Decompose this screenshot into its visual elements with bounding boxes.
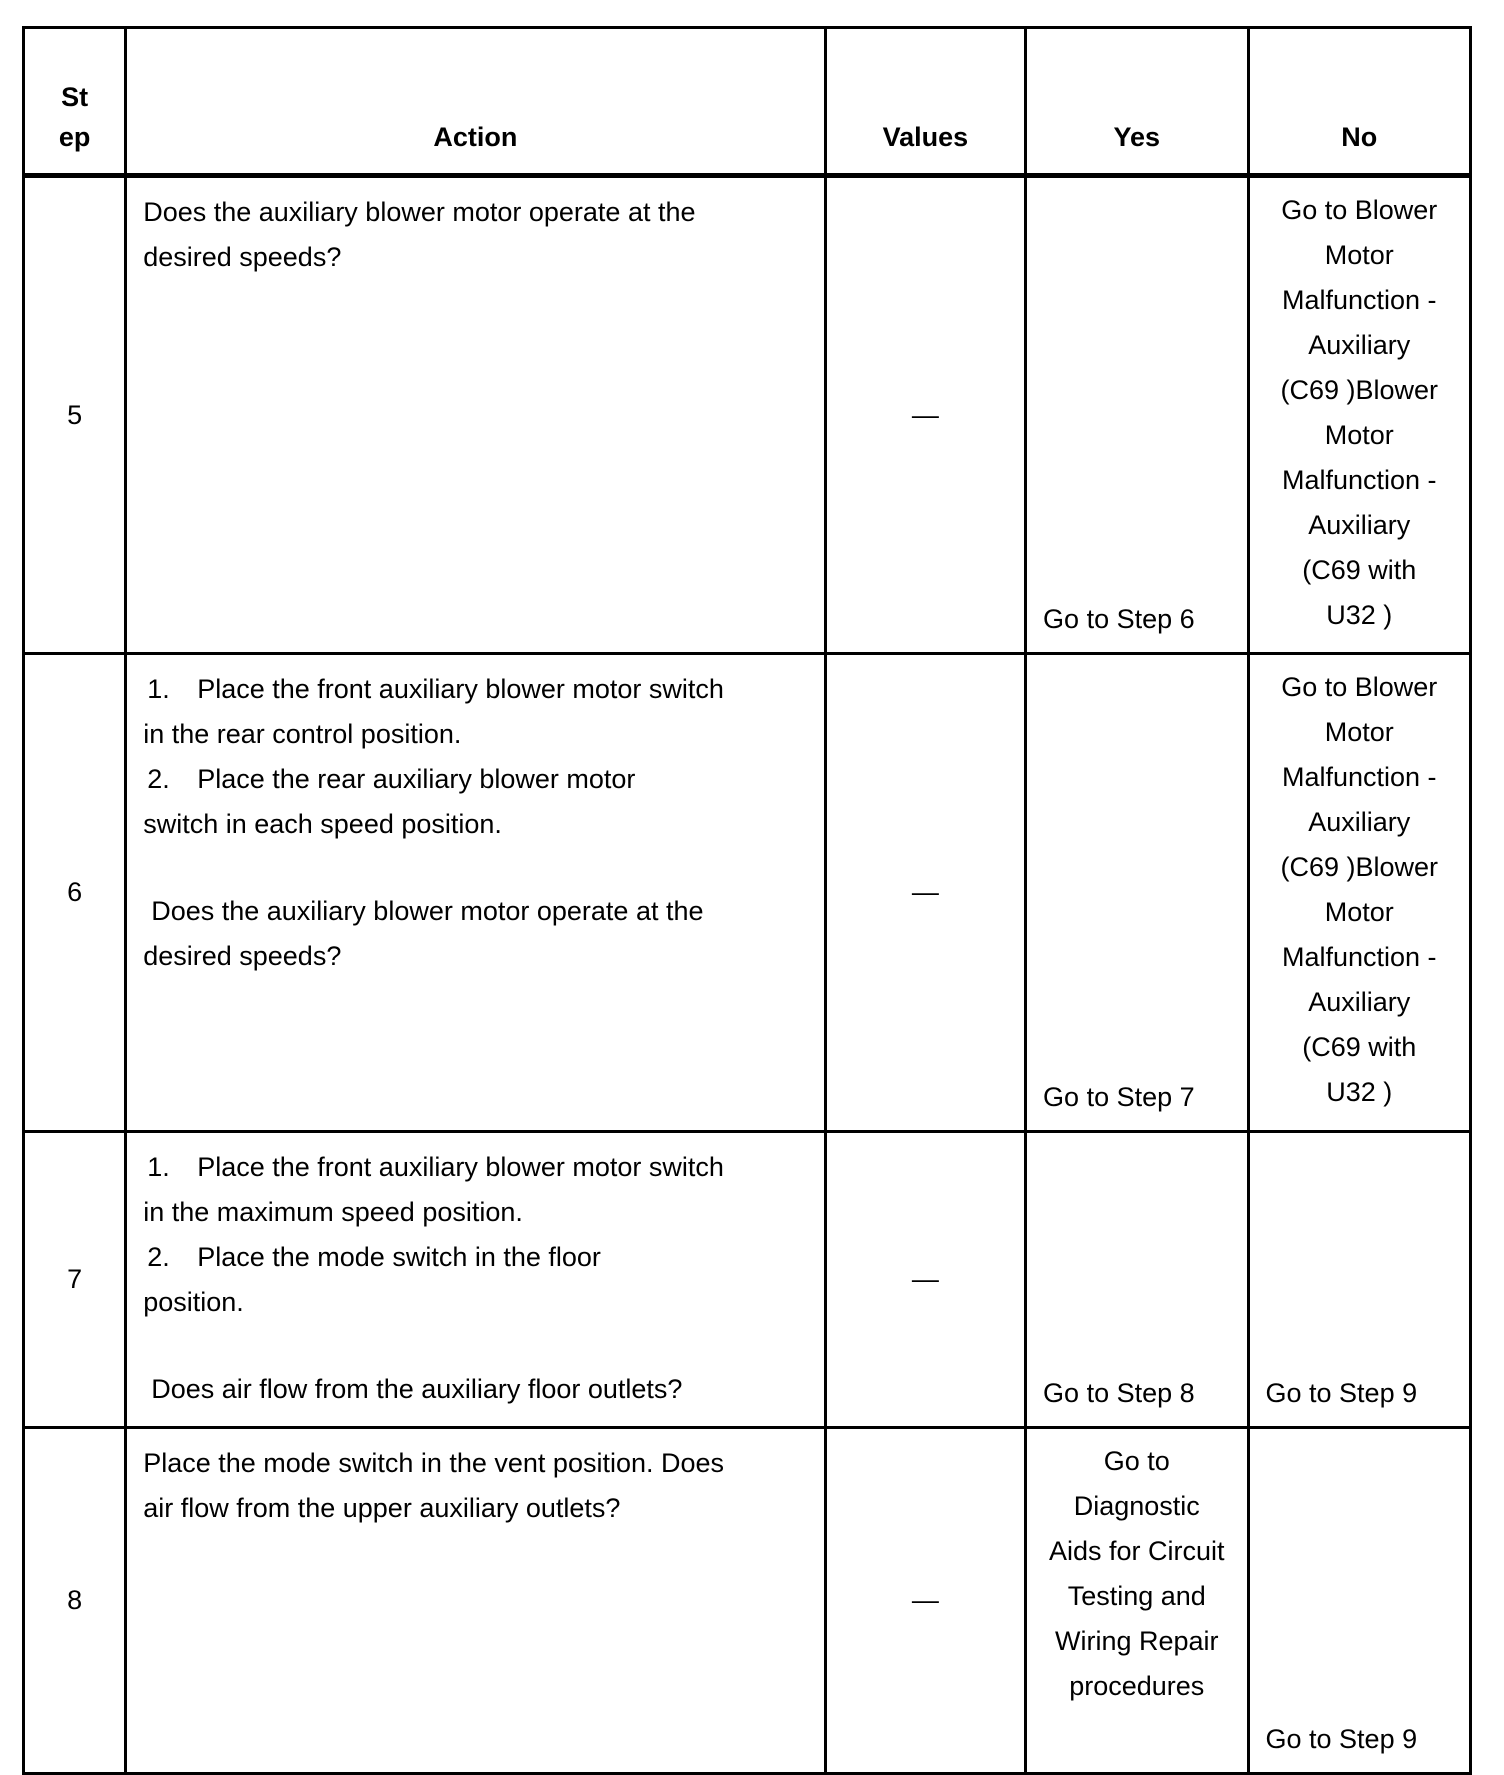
action-question-line: air flow from the upper auxiliary outlets? bbox=[143, 1493, 621, 1523]
action-question-line: desired speeds? bbox=[143, 941, 342, 971]
action-item bbox=[143, 757, 805, 802]
no-cell: Go to Step 9 bbox=[1248, 1132, 1471, 1428]
spacer bbox=[143, 847, 805, 889]
no-cell bbox=[1248, 176, 1471, 654]
yes-cell: Go to Step 8 bbox=[1026, 1132, 1248, 1428]
step-number: 7 bbox=[24, 1132, 126, 1428]
no-line: Malfunction - bbox=[1281, 762, 1437, 792]
values-cell: — bbox=[825, 654, 1025, 1132]
step-number: 5 bbox=[24, 176, 126, 654]
action-item-cont: switch in each speed position. bbox=[143, 809, 502, 839]
yes-line: Testing and bbox=[1067, 1581, 1206, 1611]
yes-line: Go to bbox=[1103, 1446, 1170, 1476]
action-item bbox=[143, 1235, 805, 1280]
header-step bbox=[24, 28, 126, 176]
table-row bbox=[24, 1132, 1471, 1428]
no-line: (C69 with bbox=[1302, 1032, 1417, 1062]
values-cell: — bbox=[825, 1132, 1025, 1428]
action-question-line: Place the mode switch in the vent position. Does bbox=[143, 1448, 725, 1478]
action-question-line: Does the auxiliary blower motor operate at the bbox=[143, 197, 696, 227]
yes-cell bbox=[1026, 1428, 1248, 1774]
table-row bbox=[24, 654, 1471, 1132]
item-number: 1. bbox=[147, 1152, 170, 1182]
diagnostic-table bbox=[22, 26, 1472, 1775]
action-cell bbox=[126, 1132, 825, 1428]
action-item bbox=[143, 667, 805, 712]
action-cell bbox=[126, 654, 825, 1132]
no-line: U32 ) bbox=[1326, 1077, 1393, 1107]
header-action: Action bbox=[126, 28, 825, 176]
item-number: 2. bbox=[147, 1242, 170, 1272]
yes-line: procedures bbox=[1069, 1671, 1205, 1701]
action-cell bbox=[126, 1428, 825, 1774]
table-row bbox=[24, 1428, 1471, 1774]
action-question-line: Does the auxiliary blower motor operate at the bbox=[151, 896, 704, 926]
no-line: (C69 )Blower bbox=[1280, 375, 1439, 405]
header-yes: Yes bbox=[1026, 28, 1248, 176]
action-question-line: Does air flow from the auxiliary floor outlets? bbox=[151, 1374, 683, 1404]
yes-cell: Go to Step 6 bbox=[1026, 176, 1248, 654]
no-line: Malfunction - bbox=[1281, 465, 1437, 495]
no-line: Motor bbox=[1324, 717, 1394, 747]
yes-line: Aids for Circuit bbox=[1049, 1536, 1225, 1566]
header-no: No bbox=[1248, 28, 1471, 176]
item-text: Place the rear auxiliary blower motor bbox=[197, 764, 636, 794]
no-line: Malfunction - bbox=[1281, 942, 1437, 972]
table-row bbox=[24, 176, 1471, 654]
yes-line: Wiring Repair bbox=[1055, 1626, 1219, 1656]
header-step-line2: ep bbox=[58, 122, 91, 152]
item-text: Place the front auxiliary blower motor switch bbox=[197, 674, 724, 704]
no-line: Go to Blower bbox=[1281, 672, 1438, 702]
no-cell: Go to Step 9 bbox=[1248, 1428, 1471, 1774]
no-line: Auxiliary bbox=[1308, 330, 1411, 360]
item-text: Place the mode switch in the floor bbox=[197, 1242, 601, 1272]
item-number: 1. bbox=[147, 674, 170, 704]
action-cell bbox=[126, 176, 825, 654]
yes-line: Diagnostic bbox=[1073, 1491, 1200, 1521]
action-item bbox=[143, 1145, 805, 1190]
no-line: (C69 with bbox=[1302, 555, 1417, 585]
item-number: 2. bbox=[147, 764, 170, 794]
no-line: Auxiliary bbox=[1308, 807, 1411, 837]
action-item-cont: position. bbox=[143, 1287, 244, 1317]
item-text: Place the front auxiliary blower motor switch bbox=[197, 1152, 724, 1182]
no-line: Motor bbox=[1324, 420, 1394, 450]
action-item-cont: in the rear control position. bbox=[143, 719, 462, 749]
header-step-line1: St bbox=[61, 82, 89, 112]
no-cell bbox=[1248, 654, 1471, 1132]
no-line: Auxiliary bbox=[1308, 510, 1411, 540]
no-line: Auxiliary bbox=[1308, 987, 1411, 1017]
spacer bbox=[143, 1325, 805, 1367]
no-line: Motor bbox=[1324, 240, 1394, 270]
yes-cell: Go to Step 7 bbox=[1026, 654, 1248, 1132]
no-line: Motor bbox=[1324, 897, 1394, 927]
values-cell: — bbox=[825, 176, 1025, 654]
action-item-cont: in the maximum speed position. bbox=[143, 1197, 523, 1227]
no-line: U32 ) bbox=[1326, 600, 1393, 630]
step-number: 8 bbox=[24, 1428, 126, 1774]
no-line: Go to Blower bbox=[1281, 195, 1438, 225]
no-line: Malfunction - bbox=[1281, 285, 1437, 315]
step-number: 6 bbox=[24, 654, 126, 1132]
no-line: (C69 )Blower bbox=[1280, 852, 1439, 882]
values-cell: — bbox=[825, 1428, 1025, 1774]
header-values: Values bbox=[825, 28, 1025, 176]
header-row bbox=[24, 28, 1471, 176]
action-question-line: desired speeds? bbox=[143, 242, 342, 272]
